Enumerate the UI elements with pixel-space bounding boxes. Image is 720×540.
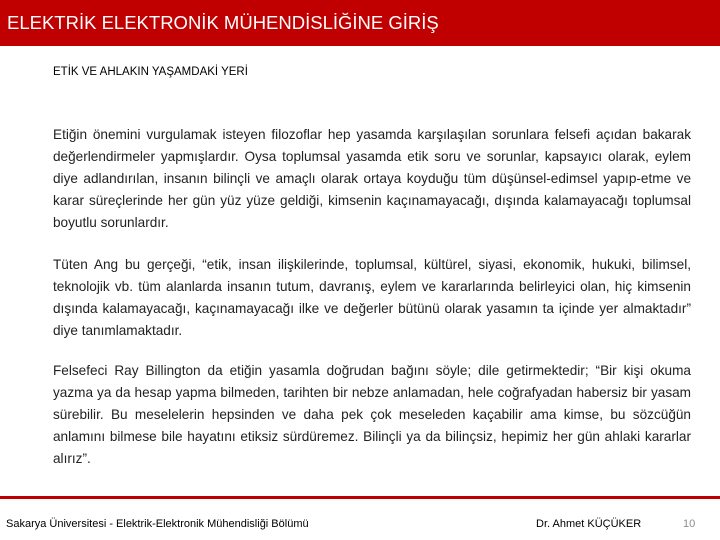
paragraph: Felsefeci Ray Billington da etiğin yasamla doğrudan bağını söyle; dile getirmektedir; “Bir kişi okuma yazma ya da hesap yapma bilmeden, tarihten bir nebze anlamadan, hele coğrafyadan habersiz bir yasam sürebilir. Bu meselelerin hepsinden ve daha pek çok meseleden kaçabilir ama kimse, bu sözcüğün anlamını bilmese bile hayatını etiksiz sürdüremez. Bilinçli ya da bilinçsiz, hepimiz her gün ahlaki kararlar alırız”. (53, 363, 691, 466)
paragraph: Etiğin önemini vurgulamak isteyen filozoflar hep yasamda karşılaşılan sorunlara felsefi açıdan bakarak değerlendirmeler yapmışlardır. Oysa toplumsal yasamda etik soru ve sorunlar, kapsayıcı olarak, eylem diye adlandırılan, insanın bilinçli ve amaçlı olarak ortaya koyduğu tüm düşünsel-edimsel yapıp-etme ve karar süreçlerinde her gün yüz yüze geldiği, kimsenin kaçınamayacağı, dışında kalamayacağı toplumsal boyutlu sorunlardır. (53, 127, 691, 230)
paragraph: Tüten Ang bu gerçeği, “etik, insan ilişkilerinde, toplumsal, kültürel, siyasi, ekonomik, hukuki, bilimsel, teknolojik vb. tüm alanlarda insanın tutum, davranış, eylem ve kararlarında belirleyici olan, hiç kimsenin dışında kalamayacağı, kaçınamayacağı ilke ve değerler bütünü olarak yasamın ta içinde yer almaktadır” diye tanımlamaktadır. (53, 257, 691, 338)
slide-title: ELEKTRİK ELEKTRONİK MÜHENDİSLİĞİNE GİRİŞ (7, 12, 439, 33)
footer-institution: Sakarya Üniversitesi - Elektrik-Elektronik Mühendisliği Bölümü (6, 518, 309, 530)
title-bar (0, 0, 720, 46)
footer-author: Dr. Ahmet KÜÇÜKER (536, 518, 642, 530)
page-number: 10 (683, 518, 696, 530)
slide-subtitle: ETİK VE AHLAKIN YAŞAMDAKİ YERİ (53, 66, 248, 78)
footer-divider (0, 496, 720, 499)
